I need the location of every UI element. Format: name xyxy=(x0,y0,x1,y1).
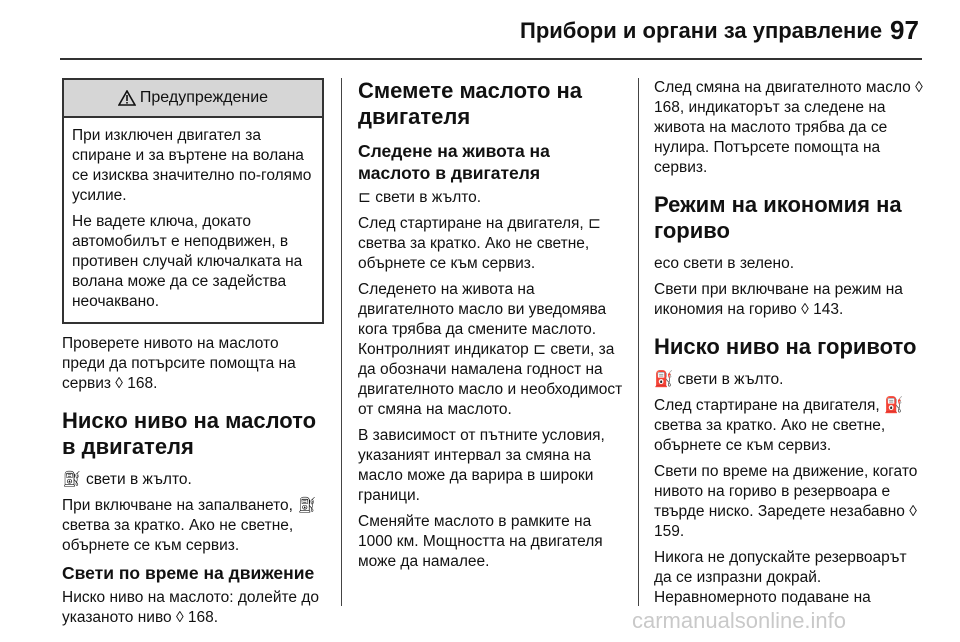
section-heading: Смемете маслото на двигателя xyxy=(358,78,583,129)
warning-box xyxy=(62,78,324,324)
section-heading: Ниско ниво на горивото xyxy=(654,334,917,359)
paragraph: ⛽ свети в жълто. xyxy=(654,371,784,388)
paragraph: След стартиране на двигателя, ⊏ светва за кратко. Ако не светне, обърнете се към сервиз. xyxy=(358,215,602,272)
column-2 xyxy=(358,78,626,578)
section-heading: Режим на икономия на гориво xyxy=(654,192,902,243)
paragraph: След смяна на двигателното масло ◊ 168, индикаторът за следене на живота на маслото трябва да се нулира. Потърсете помощта на сервиз. xyxy=(654,79,923,176)
paragraph: Сменяйте маслото в рамките на 1000 км. Мощността на двигателя може да намалее. xyxy=(358,513,603,570)
paragraph: ⛽︎ свети в жълто. xyxy=(62,471,192,488)
paragraph: eco свети в зелено. xyxy=(654,255,795,272)
warning-text-1: При изключен двигател за спиране и за въртене на волана се изисква значително по-голямо усилие. xyxy=(72,127,312,204)
column-1 xyxy=(62,78,324,634)
warning-text-2: Не вадете ключа, докато автомобилът е неподвижен, в противен случай ключалката на волана може да се задейства неочаквано. xyxy=(72,213,303,310)
column-divider-1 xyxy=(341,78,342,606)
paragraph: При включване на запалването, ⛽︎ светва за кратко. Ако не светне, обърнете се към сервиз. xyxy=(62,497,317,554)
paragraph: Следенето на живота на двигателното масло ви уведомява кога трябва да смените маслото. Контролният индикатор ⊏ свети, за да обозначи намалена годност на двигателното масло и необходимост от смяна на маслото. xyxy=(358,281,623,418)
section-heading: Ниско ниво на маслото в двигателя xyxy=(62,408,317,459)
running-header: Прибори и органи за управление xyxy=(520,18,883,43)
watermark: carmanualsonline.info xyxy=(632,608,847,633)
warning-header xyxy=(64,80,322,118)
paragraph: Свети по време на движение, когато нивото на гориво в резервоара е твърде ниско. Заредете незабавно ◊ 159. xyxy=(654,463,918,540)
warning-title: Предупреждение xyxy=(139,89,269,106)
paragraph: Проверете нивото на маслото преди да потърсите помощта на сервиз ◊ 168. xyxy=(62,335,296,392)
column-3 xyxy=(654,78,926,614)
column-divider-2 xyxy=(638,78,639,606)
subsection-heading: Следене на живота на маслото в двигателя xyxy=(358,141,550,183)
paragraph: ⊏ свети в жълто. xyxy=(358,189,482,206)
warning-triangle-icon xyxy=(118,90,136,106)
subsection-heading: Свети по време на движение xyxy=(62,563,315,583)
paragraph: Ниско ниво на маслото: долейте до указаното ниво ◊ 168. xyxy=(62,589,320,626)
page-number: 97 xyxy=(890,15,919,45)
header-rule xyxy=(60,58,922,60)
paragraph: След стартиране на двигателя, ⛽ светва за кратко. Ако не светне, обърнете се към сервиз. xyxy=(654,397,904,454)
paragraph: В зависимост от пътните условия, указаният интервал за смяна на масло може да варира в широки граници. xyxy=(358,427,605,504)
paragraph: Свети при включване на режим на икономия на гориво ◊ 143. xyxy=(654,281,903,318)
paragraph: Никога не допускайте резервоарът да се изпразни докрай. Неравномерното подаване на xyxy=(654,549,907,606)
